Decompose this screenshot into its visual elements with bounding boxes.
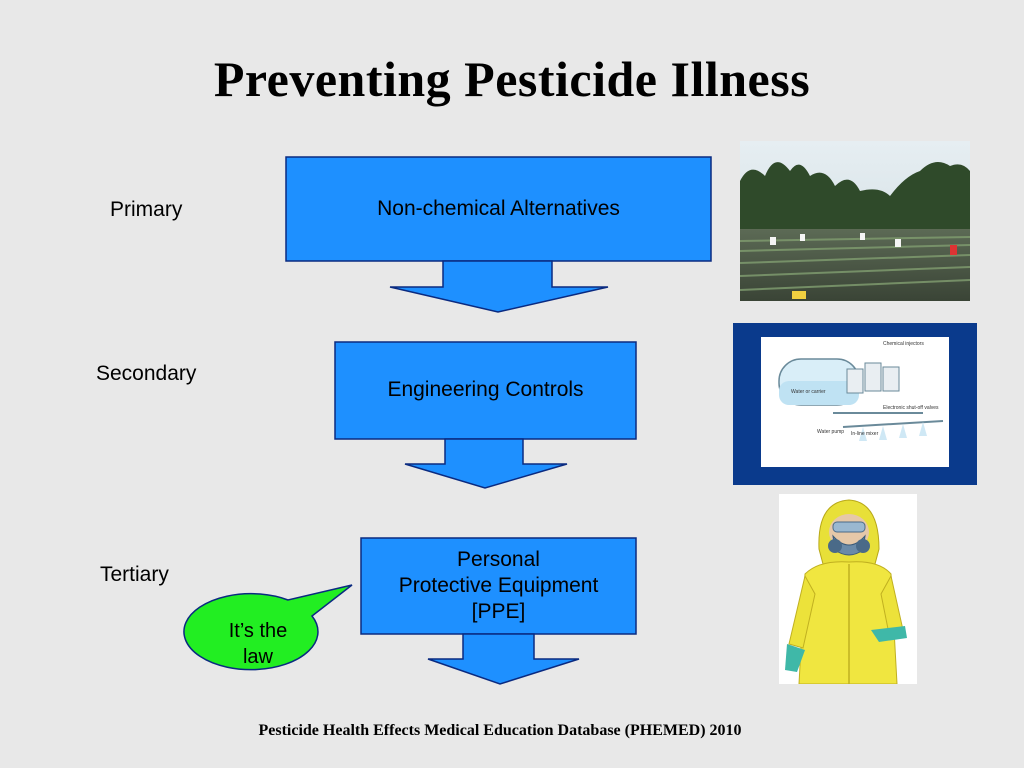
callout-text-line1: It’s the (228, 620, 288, 642)
tertiary-box-label-line1: Personal (457, 547, 540, 571)
primary-arrow (390, 261, 608, 312)
secondary-arrow (405, 439, 567, 488)
slide-title: Preventing Pesticide Illness (213, 51, 811, 107)
diagram-water-pump-text: Water pump (817, 429, 845, 435)
diagram-water-carrier-text: Water or carrier (791, 389, 826, 395)
callout-text (190, 618, 326, 670)
slide-footer: Pesticide Health Effects Medical Education Database (PHEMED) 2010 (258, 722, 742, 739)
ppe-worker-photo (779, 494, 917, 684)
ppe-worker-image (779, 494, 917, 684)
crop-field-photo (740, 141, 970, 301)
callout-text-line2: law (242, 646, 273, 668)
secondary-box-label: Engineering Controls (387, 378, 584, 402)
tertiary-arrow (428, 634, 579, 684)
diagram-chemical-injectors-text: Chemical injectors (883, 341, 924, 347)
diagram-inline-mixer-text: In-line mixer (851, 431, 879, 437)
level-secondary-label: Secondary (96, 362, 197, 385)
diagram-shutoff-valves-text: Electronic shut-off valves (883, 405, 939, 411)
tertiary-box-label (361, 538, 636, 634)
level-primary-label: Primary (110, 198, 183, 221)
tertiary-box-label-line3: [PPE] (471, 600, 526, 624)
crop-field-image (740, 141, 970, 301)
injection-system-diagram-frame (733, 323, 977, 485)
level-tertiary-label: Tertiary (100, 563, 169, 586)
injection-system-diagram (733, 323, 977, 485)
tertiary-box-label-line2: Protective Equipment (398, 573, 599, 597)
primary-box-label: Non-chemical Alternatives (377, 196, 620, 220)
